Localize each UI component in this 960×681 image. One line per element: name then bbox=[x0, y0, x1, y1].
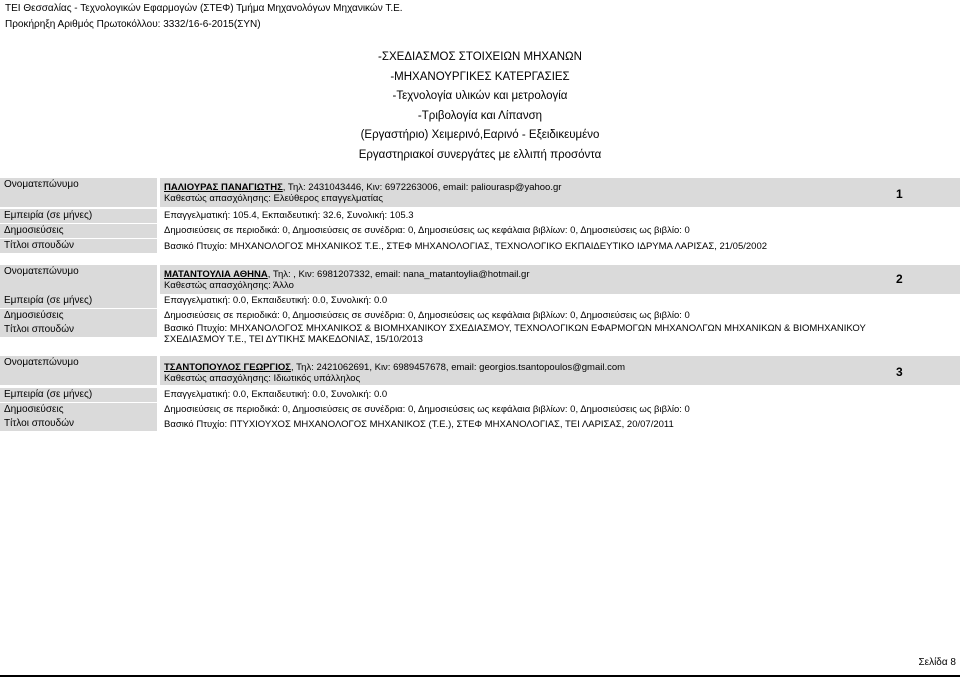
candidate-experience: Επαγγελματική: 0.0, Εκπαιδευτική: 0.0, Συνολική: 0.0 bbox=[164, 295, 388, 306]
candidate-contact-details: , Τηλ: 2421062691, Κιν: 6989457678, email: georgios.tsantopoulos@gmail.com bbox=[290, 362, 626, 373]
label-name: Ονοματεπώνυμο bbox=[0, 178, 157, 207]
header-announcement: Προκήρηξη Αριθμός Πρωτοκόλλου: 3332/16-6-2015(ΣΥΝ) bbox=[5, 19, 261, 30]
candidate-contact bbox=[164, 269, 529, 280]
candidate-employment: Καθεστώς απασχόλησης: Ιδιωτικός υπάλληλος bbox=[164, 373, 361, 384]
label-degrees: Τίτλοι σπουδών bbox=[0, 323, 157, 337]
position-title: Εργαστηριακοί συνεργάτες με ελλιπή προσόντα bbox=[358, 148, 602, 161]
position-title: -Τριβολογία και Λίπανση bbox=[417, 109, 543, 122]
label-publications: Δημοσιεύσεις bbox=[0, 224, 157, 238]
candidate-publications: Δημοσιεύσεις σε περιοδικά: 0, Δημοσιεύσεις σε συνέδρια: 0, Δημοσιεύσεις ως κεφάλαια βιβλίων: 0, Δημοσιεύσεις ως βιβλίο: 0 bbox=[164, 310, 690, 321]
candidate-block bbox=[0, 178, 960, 253]
candidate-degrees: Βασικό Πτυχίο: ΜΗΧΑΝΟΛΟΓΟΣ ΜΗΧΑΝΙΚΟΣ Τ.Ε., ΣΤΕΦ ΜΗΧΑΝΟΛΟΓΙΑΣ, ΤΕΧΝΟΛΟΓΙΚΟ ΕΚΠΑΙΔΕΥΤΙΚΟ ΙΔΡΥΜΑ ΛΑΡΙΣΑΣ, 21/05/2002 bbox=[164, 241, 768, 252]
candidate-name: ΤΣΑΝΤΟΠΟΥΛΟΣ ΓΕΩΡΓΙΟΣ bbox=[164, 362, 291, 373]
candidate-employment: Καθεστώς απασχόλησης: Ελεύθερος επαγγελματίας bbox=[164, 193, 383, 204]
label-degrees: Τίτλοι σπουδών bbox=[0, 417, 157, 431]
candidate-rank: 3 bbox=[896, 365, 903, 379]
candidate-rank: 2 bbox=[896, 272, 903, 286]
candidate-degrees: Βασικό Πτυχίο: ΠΤΥΧΙΟΥΧΟΣ ΜΗΧΑΝΟΛΟΓΟΣ ΜΗΧΑΝΙΚΟΣ (Τ.Ε.), ΣΤΕΦ ΜΗΧΑΝΟΛΟΓΙΑΣ, ΤΕΙ ΛΑΡΙΣΑΣ, 20/07/2011 bbox=[164, 419, 674, 430]
candidate-publications: Δημοσιεύσεις σε περιοδικά: 0, Δημοσιεύσεις σε συνέδρια: 0, Δημοσιεύσεις ως κεφάλαια βιβλίων: 0, Δημοσιεύσεις ως βιβλίο: 0 bbox=[164, 404, 690, 415]
candidate-name: ΠΑΛΙΟΥΡΑΣ ΠΑΝΑΓΙΩΤΗΣ bbox=[164, 182, 283, 193]
position-title: -ΜΗΧΑΝΟΥΡΓΙΚΕΣ ΚΑΤΕΡΓΑΣΙΕΣ bbox=[390, 70, 570, 83]
candidate-degrees: Βασικό Πτυχίο: ΜΗΧΑΝΟΛΟΓΟΣ ΜΗΧΑΝΙΚΟΣ & ΒΙΟΜΗΧΑΝΙΚΟΥ ΣΧΕΔΙΑΣΜΟΥ, ΤΕΧΝΟΛΟΓΙΚΩΝ ΕΦΑΡΜΟΓΩΝ ΜΗΧΑΝΟΛΓΩΝ ΜΗΧΑΝΙΚΩΝ & ΒΙΟΜΗΧΑΝΙΚΟΥ ΣΧΕΔΙΑΣΜΟΥ Τ.Ε., ΤΕΙ ΔΥΤΙΚΗΣ ΜΑΚΕΔΟΝΙΑΣ, 15/10/2013 bbox=[164, 323, 866, 345]
footer-divider bbox=[0, 675, 960, 677]
position-title: -Τεχνολογία υλικών και μετρολογία bbox=[392, 90, 568, 102]
candidate-block bbox=[0, 356, 960, 431]
position-title: (Εργαστήριο) Χειμερινό,Εαρινό - Εξειδικευμένο bbox=[360, 129, 600, 141]
label-experience: Εμπειρία (σε μήνες) bbox=[0, 209, 157, 223]
candidate-publications: Δημοσιεύσεις σε περιοδικά: 0, Δημοσιεύσεις σε συνέδρια: 0, Δημοσιεύσεις ως κεφάλαια βιβλίων: 0, Δημοσιεύσεις ως βιβλίο: 0 bbox=[164, 225, 690, 236]
candidate-name: ΜΑΤΑΝΤΟΥΛΙΑ ΑΘΗΝΑ bbox=[164, 269, 268, 280]
candidate-experience: Επαγγελματική: 105.4, Εκπαιδευτική: 32.6, Συνολική: 105.3 bbox=[164, 210, 414, 221]
label-publications: Δημοσιεύσεις bbox=[0, 403, 157, 417]
candidate-contact bbox=[164, 182, 561, 193]
candidate-employment: Καθεστώς απασχόλησης: Άλλο bbox=[164, 280, 294, 291]
label-name: Ονοματεπώνυμο bbox=[0, 265, 157, 294]
label-publications: Δημοσιεύσεις bbox=[0, 309, 157, 323]
label-experience: Εμπειρία (σε μήνες) bbox=[0, 294, 157, 308]
candidate-rank: 1 bbox=[896, 187, 903, 201]
label-name: Ονοματεπώνυμο bbox=[0, 356, 157, 385]
position-title: -ΣΧΕΔΙΑΣΜΟΣ ΣΤΟΙΧΕΙΩΝ ΜΗΧΑΝΩΝ bbox=[378, 51, 582, 63]
label-degrees: Τίτλοι σπουδών bbox=[0, 239, 157, 253]
candidate-contact-details: , Τηλ: , Κιν: 6981207332, email: nana_matantoylia@hotmail.gr bbox=[267, 269, 530, 280]
header-institution: ΤΕΙ Θεσσαλίας - Τεχνολογικών Εφαρμογών (ΣΤΕΦ) Τμήμα Μηχανολόγων Μηχανικών Τ.Ε. bbox=[5, 3, 403, 14]
candidate-contact bbox=[164, 362, 625, 373]
position-titles bbox=[0, 48, 960, 165]
candidate-contact-details: , Τηλ: 2431043446, Κιν: 6972263006, email: paliourasp@yahoo.gr bbox=[282, 182, 562, 193]
label-experience: Εμπειρία (σε μήνες) bbox=[0, 388, 157, 402]
candidate-experience: Επαγγελματική: 0.0, Εκπαιδευτική: 0.0, Συνολική: 0.0 bbox=[164, 389, 388, 400]
page-number: Σελίδα 8 bbox=[918, 657, 956, 668]
candidate-block bbox=[0, 265, 960, 350]
